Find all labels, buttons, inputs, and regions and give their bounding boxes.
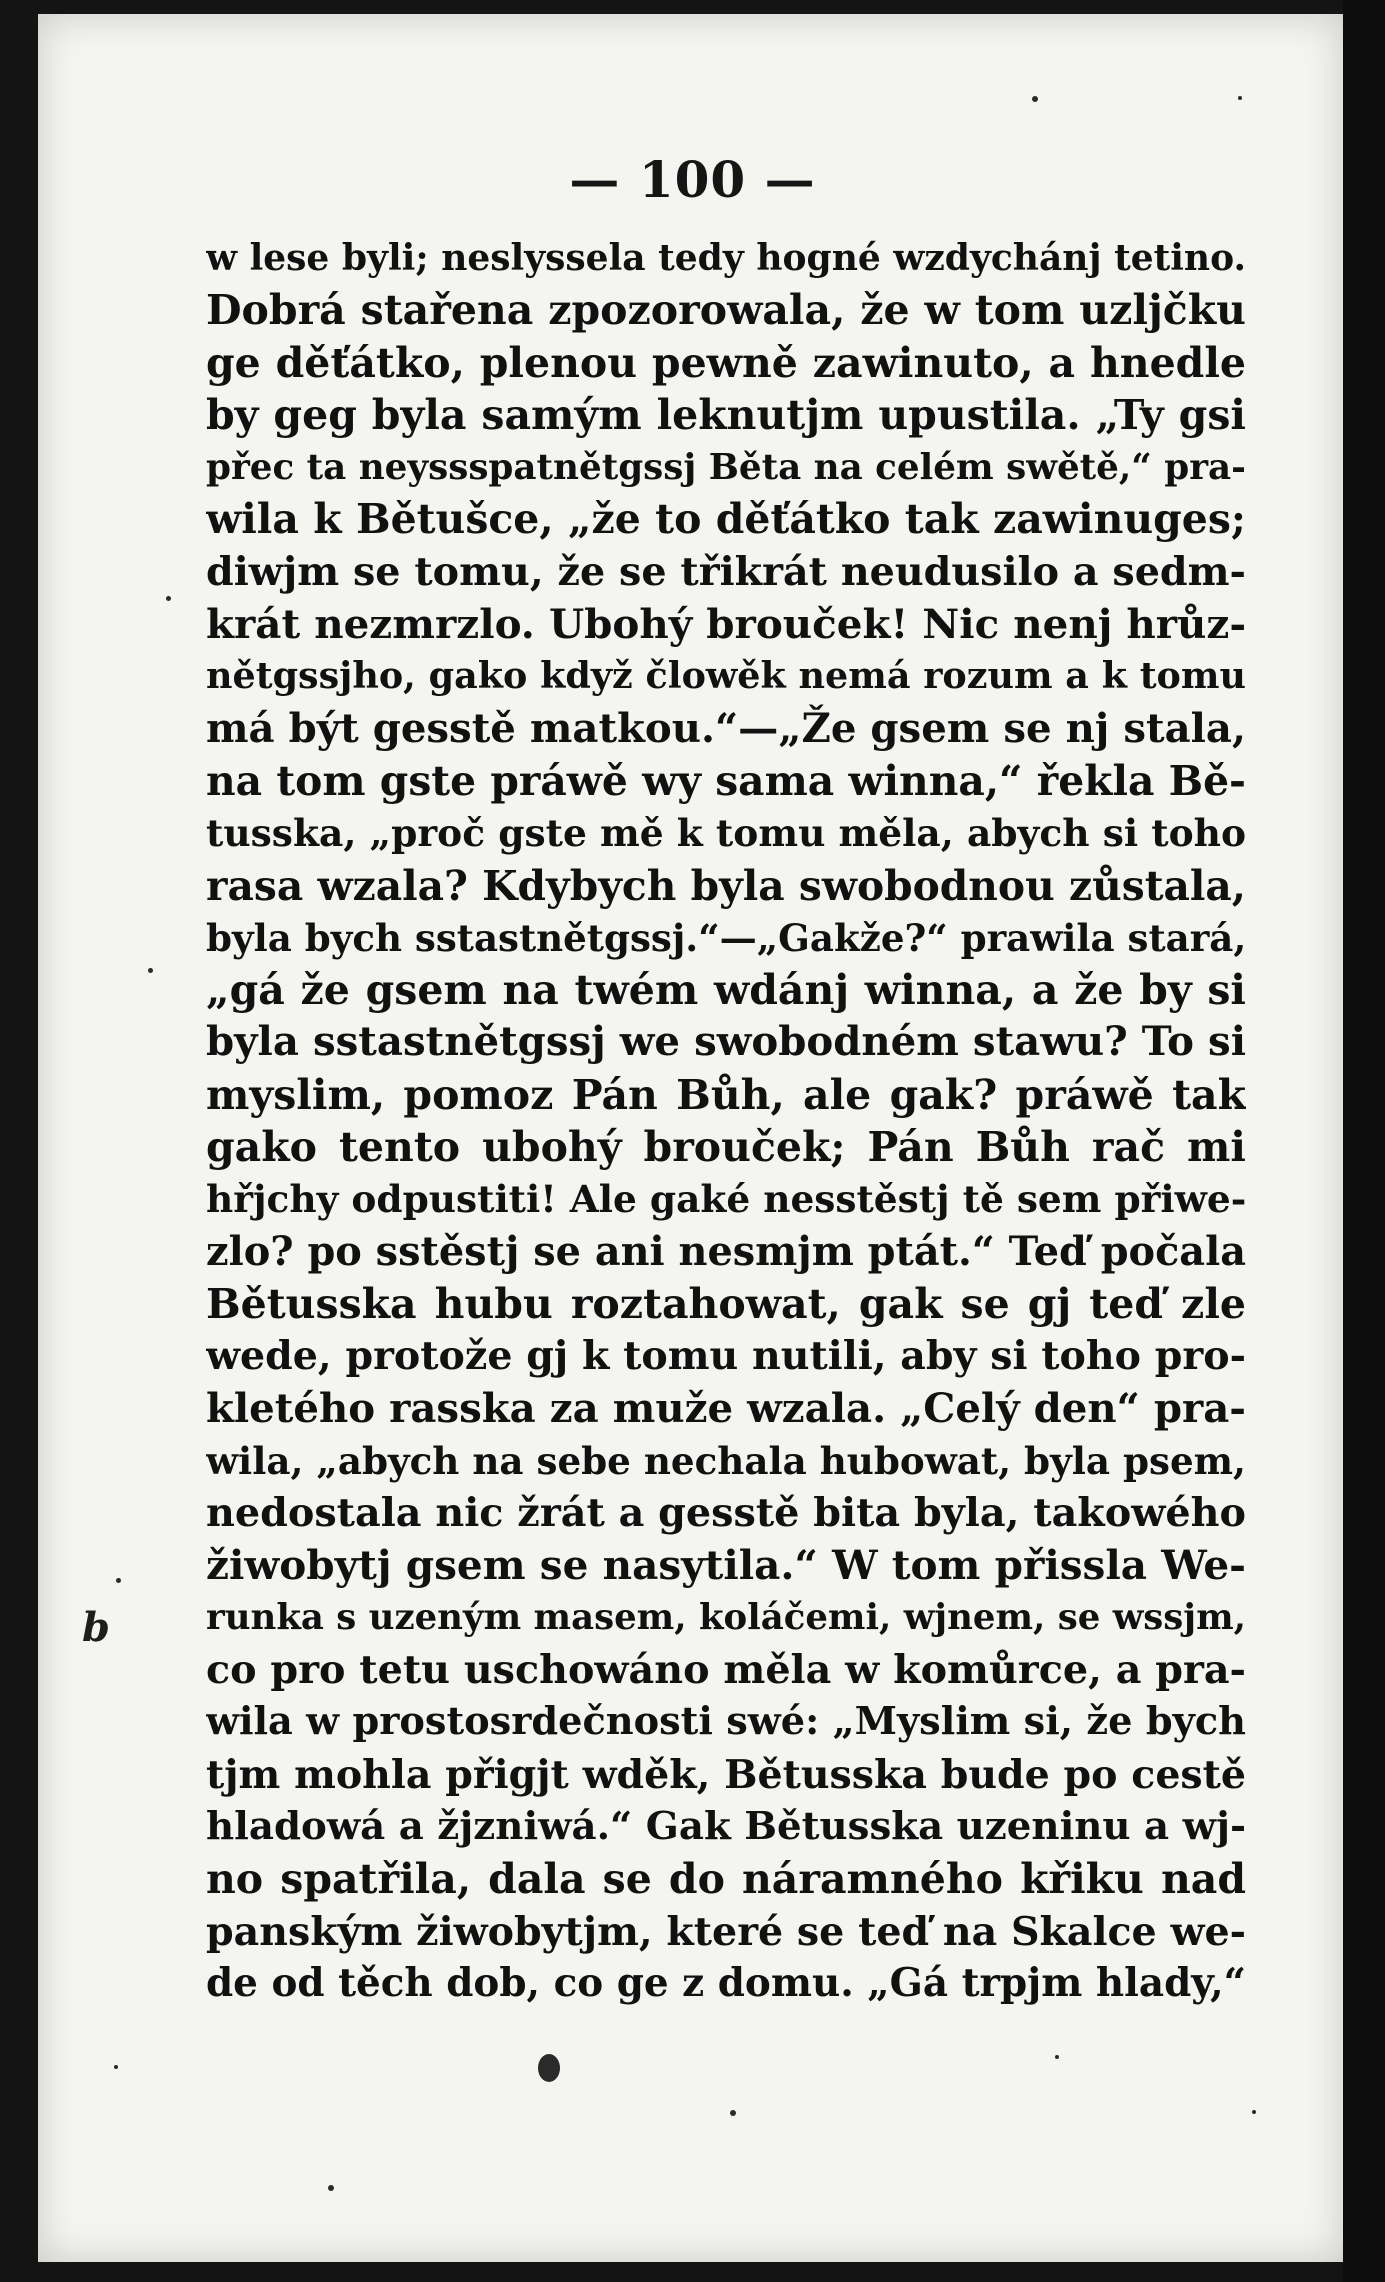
text-line: ge děťátko, plenou pewně zawinuto, a hnedle <box>206 338 1246 387</box>
text-line: krát nezmrzlo. Ubohý brouček! Nic nenj hrůz- <box>206 600 1246 649</box>
text-line: přec ta neyssspatnětgssj Běta na celém swětě,“ pra- <box>206 446 1246 489</box>
text-line: w lese byli; neslyssela tedy hogné wzdychánj tetino. <box>206 237 1246 279</box>
text-line: hladowá a žjzniwá.“ Gak Bětusska uzeninu a wj- <box>206 1803 1246 1849</box>
ink-speck <box>1238 96 1242 100</box>
text-line: gako tento ubohý brouček; Pán Bůh rač mi <box>206 1123 1246 1172</box>
text-line: myslim, pomoz Pán Bůh, ale gak? práwě tak <box>206 1070 1246 1119</box>
text-line: Bětusska hubu roztahowat, gak se gj teď zle <box>206 1279 1246 1328</box>
text-line: wila, „abych na sebe nechala hubowat, byla psem, <box>206 1438 1246 1483</box>
text-line: tjm mohla přigjt wděk, Bětusska bude po cestě <box>206 1751 1246 1798</box>
text-line: by geg byla samým leknutjm upustila. „Ty gsi <box>206 390 1246 439</box>
ink-speck <box>538 2054 560 2082</box>
ink-speck <box>730 2110 736 2116</box>
text-line: byla sstastnětgssj we swobodném stawu? To si <box>206 1018 1246 1066</box>
body-text <box>206 232 1246 2010</box>
text-line: hřjchy odpustiti! Ale gaké nesstěstj tě sem přiwe- <box>206 1177 1246 1222</box>
text-line: de od těch dob, co ge z domu. „Gá trpjm hlady,“ <box>206 1960 1246 2006</box>
text-line: no spatřila, dala se do náramného křiku nad <box>206 1855 1246 1904</box>
text-line: „gá že gsem na twém wdánj winna, a že by si <box>206 966 1246 1015</box>
text-line: rasa wzala? Kdybych byla swobodnou zůstala, <box>206 861 1246 910</box>
book-edge-shadow <box>1343 0 1385 2282</box>
text-line: kletého rasska za muže wzala. „Celý den“ pra- <box>206 1384 1246 1432</box>
ink-speck <box>1032 96 1038 102</box>
ink-speck <box>116 1578 121 1583</box>
text-line: panským žiwobytjm, které se teď na Skalce we- <box>206 1908 1246 1955</box>
text-line: Dobrá stařena zpozorowala, že w tom uzljčku <box>206 286 1246 335</box>
text-line: wila w prostosrdečnosti swé: „Myslim si, že bych <box>206 1699 1246 1745</box>
text-line: má být gesstě matkou.“—„Že gsem se nj stala, <box>206 704 1246 752</box>
ink-speck <box>328 2185 334 2191</box>
text-line: wila k Bětušce, „že to děťátko tak zawinuges; <box>206 495 1246 544</box>
text-line: runka s uzeným masem, koláčemi, wjnem, se wssjm, <box>206 1596 1246 1638</box>
ink-speck <box>166 596 171 601</box>
text-line: byla bych sstastnětgssj.“—„Gakže?“ prawila stará, <box>206 915 1246 960</box>
text-line: tusska, „proč gste mě k tomu měla, abych si toho <box>206 811 1246 856</box>
text-line: diwjm se tomu, že se třikrát neudusilo a sedm- <box>206 548 1246 595</box>
text-line: na tom gste práwě wy sama winna,“ řekla Bě- <box>206 756 1246 805</box>
page-number: — 100 — <box>569 150 816 209</box>
text-line: co pro tetu uschowáno měla w komůrce, a pra- <box>206 1647 1246 1694</box>
text-line: žiwobytj gsem se nasytila.“ W tom přissla We- <box>206 1541 1246 1590</box>
ink-speck <box>148 968 153 973</box>
ink-speck <box>1252 2110 1256 2114</box>
ink-speck <box>1055 2055 1059 2059</box>
margin-annotation: b <box>82 1604 110 1651</box>
text-line: nedostala nic žrát a gesstě bita byla, takowého <box>206 1490 1246 1537</box>
ink-speck <box>114 2065 118 2069</box>
text-line: wede, protože gj k tomu nutili, aby si toho pro- <box>206 1333 1246 1380</box>
text-line: zlo? po sstěstj se ani nesmjm ptát.“ Teď počala <box>206 1228 1246 1275</box>
text-line: nětgssjho, gako když člowěk nemá rozum a k tomu <box>206 654 1246 698</box>
